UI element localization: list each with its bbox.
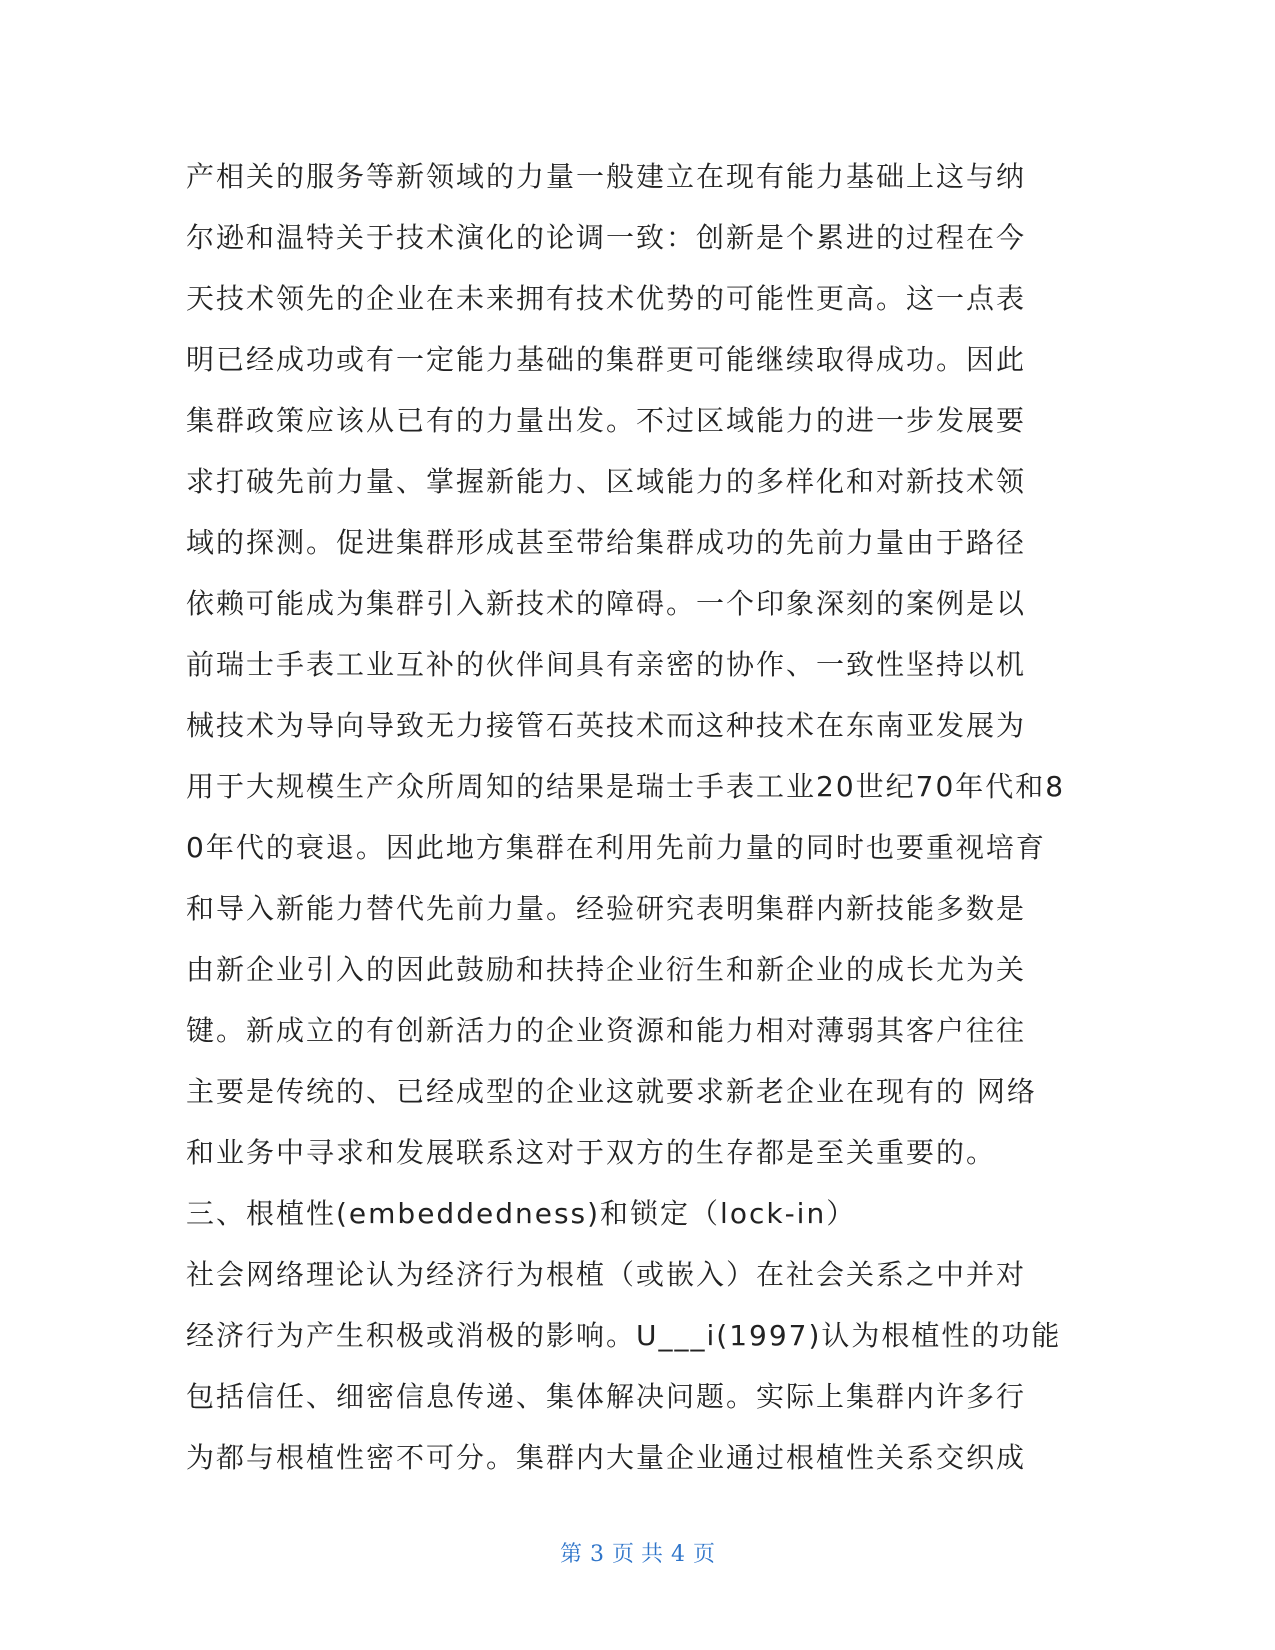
- text-line: 依赖可能成为集群引入新技术的障碍。一个印象深刻的案例是以: [186, 587, 1027, 620]
- footer-middle: 页 共: [612, 1542, 663, 1567]
- text-line: 主要是传统的、已经成型的企业这就要求新老企业在现有的 网络: [186, 1075, 1037, 1108]
- text-line: 由新企业引入的因此鼓励和扶持企业衍生和新企业的成长尤为关: [186, 953, 1027, 986]
- text-line: 0年代的衰退。因此地方集群在利用先前力量的同时也要重视培育: [186, 831, 1046, 864]
- text-line: 天技术领先的企业在未来拥有技术优势的可能性更高。这一点表: [186, 282, 1027, 315]
- text-line: 械技术为导向导致无力接管石英技术而这种技术在东南亚发展为: [186, 709, 1027, 742]
- text-line: 和导入新能力替代先前力量。经验研究表明集群内新技能多数是: [186, 892, 1027, 925]
- text-line: 求打破先前力量、掌握新能力、区域能力的多样化和对新技术领: [186, 465, 1027, 498]
- text-line: 明已经成功或有一定能力基础的集群更可能继续取得成功。因此: [186, 343, 1027, 376]
- text-line: 集群政策应该从已有的力量出发。不过区域能力的进一步发展要: [186, 404, 1027, 437]
- text-line: 和业务中寻求和发展联系这对于双方的生存都是至关重要的。: [186, 1136, 997, 1169]
- footer-page-number: 3: [590, 1542, 604, 1567]
- footer-total-pages: 4: [671, 1542, 685, 1567]
- text-line: 键。新成立的有创新活力的企业资源和能力相对薄弱其客户往往: [186, 1014, 1027, 1047]
- section-heading: 三、根植性(embeddedness)和锁定（lock-in）: [186, 1197, 857, 1230]
- body-text: [186, 146, 1066, 1488]
- text-line: 域的探测。促进集群形成甚至带给集群成功的先前力量由于路径: [186, 526, 1027, 559]
- text-line: 社会网络理论认为经济行为根植（或嵌入）在社会关系之中并对: [186, 1258, 1027, 1291]
- text-line: 包括信任、细密信息传递、集体解决问题。实际上集群内许多行: [186, 1380, 1027, 1413]
- text-line: 为都与根植性密不可分。集群内大量企业通过根植性关系交织成: [186, 1441, 1027, 1474]
- text-line: 经济行为产生积极或消极的影响。U___i(1997)认为根植性的功能: [186, 1319, 1062, 1352]
- text-line: 前瑞士手表工业互补的伙伴间具有亲密的协作、一致性坚持以机: [186, 648, 1027, 681]
- text-line: 产相关的服务等新领域的力量一般建立在现有能力基础上这与纳: [186, 160, 1027, 193]
- footer-suffix: 页: [693, 1542, 716, 1567]
- text-line: 尔逊和温特关于技术演化的论调一致：创新是个累进的过程在今: [186, 221, 1027, 254]
- footer-prefix: 第: [559, 1542, 582, 1567]
- page-footer: [0, 1540, 1275, 1570]
- text-line: 用于大规模生产众所周知的结果是瑞士手表工业20世纪70年代和8: [186, 770, 1066, 803]
